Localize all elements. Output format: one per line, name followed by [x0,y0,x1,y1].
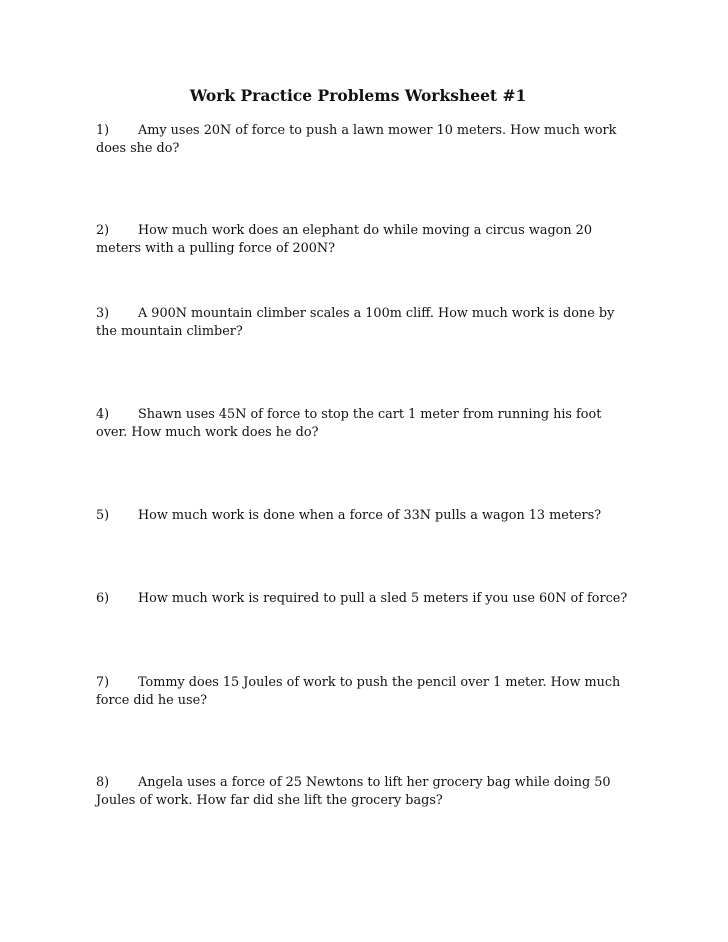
problem-text: Amy uses 20N of force to push a lawn mower 10 meters. How much work does she do? [96,123,617,156]
problem-6 [96,590,628,608]
problem-number: 8) [96,775,110,790]
problem-number: 3) [96,306,110,321]
problem-number: 6) [96,591,110,606]
problem-text: Angela uses a force of 25 Newtons to lift her grocery bag while doing 50 Joules of work. How far did she lift the grocery bags? [96,775,611,808]
problem-text: How much work is required to pull a sled 5 meters if you use 60N of force? [138,591,628,606]
problem-number: 4) [96,407,110,422]
problem-text: Tommy does 15 Joules of work to push the pencil over 1 meter. How much force did he use? [96,675,621,708]
problem-number: 7) [96,675,110,690]
problem-text: Shawn uses 45N of force to stop the cart 1 meter from running his foot over. How much work does he do? [96,407,602,440]
problem-text: A 900N mountain climber scales a 100m cliff. How much work is done by the mountain climber? [96,306,615,339]
problem-text: How much work does an elephant do while moving a circus wagon 20 meters with a pulling force of 200N? [96,223,592,256]
problem-number: 1) [96,123,110,138]
problem-1 [96,122,628,157]
problem-text: How much work is done when a force of 33N pulls a wagon 13 meters? [138,508,602,523]
problem-3 [96,305,628,340]
problem-2 [96,222,628,257]
problem-number: 5) [96,508,110,523]
problem-5 [96,507,628,525]
problem-4 [96,406,628,441]
problem-8 [96,774,628,809]
problem-7 [96,674,628,709]
problem-number: 2) [96,223,110,238]
worksheet-title: Work Practice Problems Worksheet #1 [189,86,527,105]
